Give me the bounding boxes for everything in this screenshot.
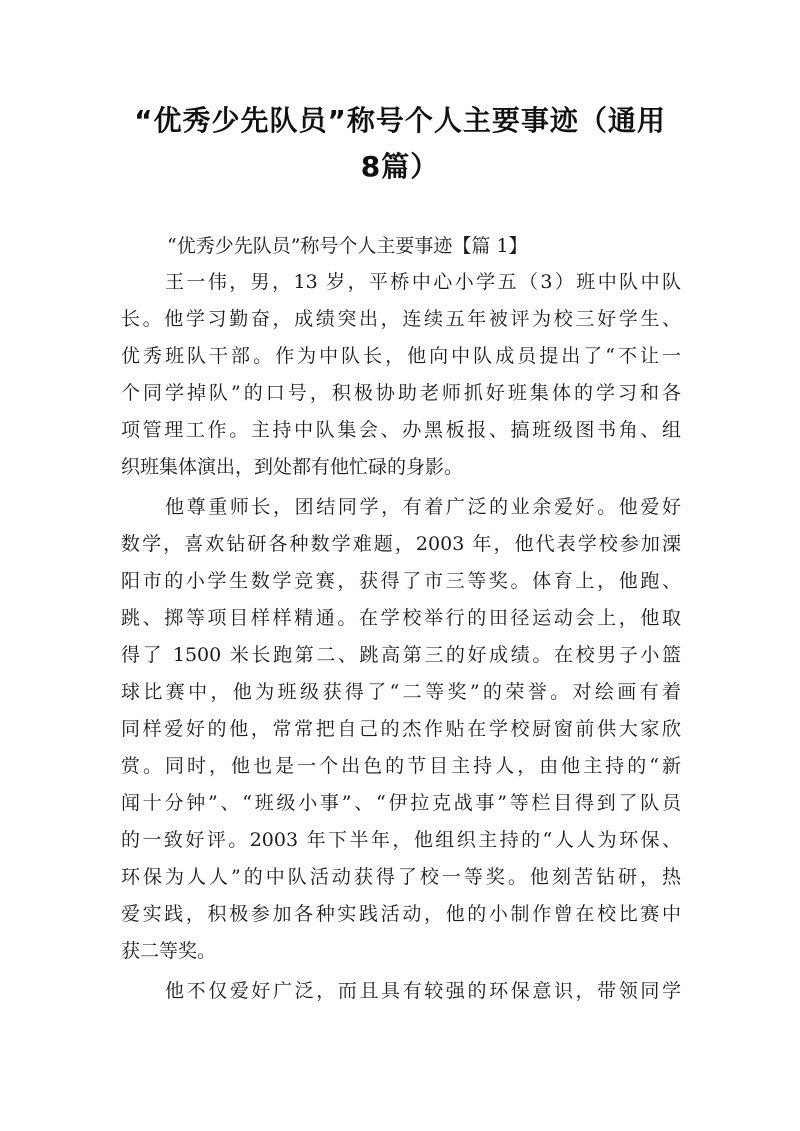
title-line-1: “优秀少先队员”称号个人主要事迹（通用 bbox=[134, 104, 666, 137]
paragraph-line: 数学，喜欢钻研各种数学难题，2003 年，他代表学校参加溧 bbox=[121, 533, 681, 555]
paragraph-line: 球比赛中，他为班级获得了“二等奖”的荣誉。对绘画有着 bbox=[121, 681, 681, 703]
paragraph-2 bbox=[121, 489, 681, 970]
paragraph-line: 跳、掷等项目样样精通。在学校举行的田径运动会上，他取 bbox=[121, 607, 681, 629]
paragraph-line: 个同学掉队”的口号，积极协助老师抓好班集体的学习和各 bbox=[121, 382, 681, 404]
paragraph-3 bbox=[121, 973, 681, 1010]
paragraph-line: 优秀班队干部。作为中队长，他向中队成员提出了“不让一 bbox=[121, 345, 681, 367]
paragraph-line: 长。他学习勤奋，成绩突出，连续五年被评为校三好学生、 bbox=[121, 308, 681, 330]
paragraph-line: 王一伟，男，13 岁，平桥中心小学五（3）班中队中队 bbox=[165, 271, 681, 293]
title-line-2: 8篇） bbox=[360, 150, 440, 183]
paragraph-line: 获二等奖。 bbox=[121, 940, 217, 962]
paragraph-line: 爱实践，积极参加各种实践活动，他的小制作曾在校比赛中 bbox=[121, 903, 681, 925]
paragraph-line: 闻十分钟”、“班级小事”、“伊拉克战事”等栏目得到了队员 bbox=[121, 792, 681, 814]
paragraph-line: 赏。同时，他也是一个出色的节目主持人，由他主持的“新 bbox=[121, 755, 681, 777]
section-heading: “优秀少先队员”称号个人主要事迹【篇 1】 bbox=[167, 235, 528, 257]
paragraph-line: 同样爱好的他，常常把自己的杰作贴在学校厨窗前供大家欣 bbox=[121, 718, 681, 740]
paragraph-line: 得了 1500 米长跑第二、跳高第三的好成绩。在校男子小篮 bbox=[121, 644, 681, 666]
paragraph-line: 织班集体演出，到处都有他忙碌的身影。 bbox=[121, 456, 464, 478]
paragraph-line: 他不仅爱好广泛，而且具有较强的环保意识，带领同学 bbox=[165, 980, 681, 1002]
document-body bbox=[121, 228, 681, 1010]
document-title bbox=[110, 98, 690, 190]
paragraph-1 bbox=[121, 264, 681, 486]
paragraph-line: 他尊重师长，团结同学，有着广泛的业余爱好。他爱好 bbox=[165, 496, 681, 518]
paragraph-line: 阳市的小学生数学竞赛，获得了市三等奖。体育上，他跑、 bbox=[121, 570, 681, 592]
paragraph-line: 项管理工作。主持中队集会、办黑板报、搞班级图书角、组 bbox=[121, 419, 681, 441]
paragraph-line: 环保为人人”的中队活动获得了校一等奖。他刻苦钻研，热 bbox=[121, 866, 681, 888]
paragraph-line: 的一致好评。2003 年下半年，他组织主持的“人人为环保、 bbox=[121, 829, 681, 851]
